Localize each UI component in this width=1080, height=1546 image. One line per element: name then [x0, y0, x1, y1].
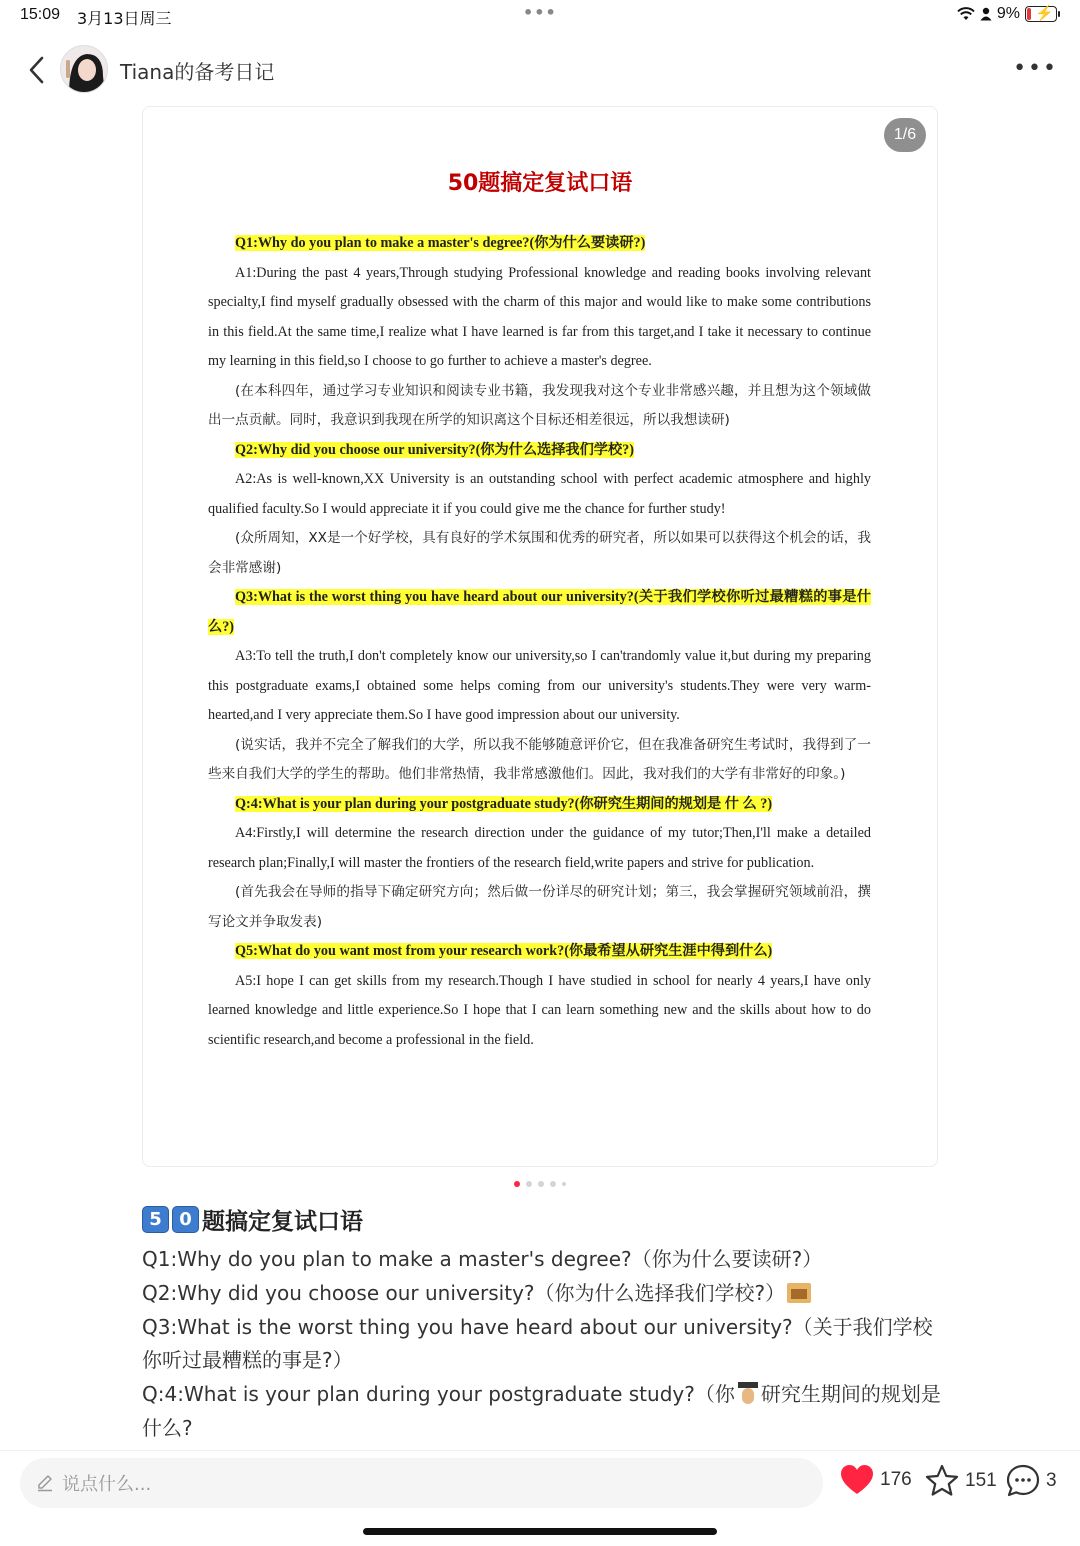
question-q2: Q2:Why did you choose our university?(你为什么选择我们学校?) — [235, 441, 634, 458]
like-count: 176 — [880, 1469, 912, 1490]
favorite-count: 151 — [965, 1470, 997, 1491]
post-title — [142, 1203, 363, 1236]
carousel-dot — [538, 1181, 544, 1187]
chat-bubble-icon — [1006, 1464, 1040, 1498]
heart-icon — [840, 1464, 874, 1496]
carousel-dot — [550, 1181, 556, 1187]
post-header — [0, 40, 1080, 100]
home-indicator[interactable] — [363, 1528, 717, 1535]
translation-a4: (首先我会在导师的指导下确定研究方向；然后做一份详尽的研究计划；第三，我会掌握研究领域前沿，撰写论文并争取发表) — [208, 884, 871, 930]
more-options-button[interactable]: ••• — [1013, 56, 1058, 81]
author-avatar[interactable] — [60, 45, 108, 93]
question-q4: Q:4:What is your plan during your postgraduate study?(你研究生期间的规划是 什 么 ?) — [235, 795, 773, 812]
star-icon — [925, 1464, 959, 1498]
wifi-icon — [957, 7, 975, 21]
back-button[interactable] — [18, 50, 54, 90]
answer-a1: A1:During the past 4 years,Through studying Professional knowledge and reading books involving relevant specialty,I find myself gradually obsessed with the charm of this major and would like to make some contributions in this field.At the same time,I realize what I have learned is far from this target,and I take it necessary to continue my learning in this field,so I choose to go further to achieve a master's degree. — [208, 264, 871, 369]
bottom-divider — [0, 1450, 1080, 1451]
pencil-icon — [36, 1474, 54, 1492]
post-line-q2: Q2:Why did you choose our university?（你为什么选择我们学校?） — [142, 1277, 942, 1311]
post-body — [142, 1243, 942, 1446]
translation-a2: (众所周知，XX是一个好学校，具有良好的学术氛围和优秀的研究者，所以如果可以获得这个机会的话，我会非常感谢) — [208, 530, 871, 576]
answer-a3: A3:To tell the truth,I don't completely know our university,so I can'trandomly value it,but during my preparing this postgraduate exams,I obtained some helps coming from our university's students.They were very warm-hearted,and I very appreciate them.So I have good impression about our university. — [208, 648, 871, 723]
carousel-dot — [526, 1181, 532, 1187]
carousel-dot — [514, 1181, 520, 1187]
comment-placeholder: 说点什么... — [62, 1474, 152, 1495]
comment-button[interactable] — [1006, 1464, 1057, 1498]
status-indicators — [957, 5, 1060, 23]
post-line-q3: Q3:What is the worst thing you have heard about our university?（关于我们学校你听过最糟糕的事是?） — [142, 1314, 933, 1373]
question-q5: Q5:What do you want most from your research work?(你最希望从研究生涯中得到什么) — [235, 943, 773, 959]
answer-a5: A5:I hope I can get skills from my research.Though I have studied in school for nearly 4 years,I have only learned knowledge and little experience.So I hope that I can learn something new and the skills about how to do scientific research,and become a professional in the field. — [208, 972, 871, 1048]
question-q3: Q3:What is the worst thing you have heard about our university?(关于我们学校你听过最糟糕的事是什么?) — [208, 589, 871, 635]
author-name[interactable]: Tiana的备考日记 — [120, 60, 275, 84]
answer-a2: A2:As is well-known,XX University is an outstanding school with perfect academic atmosphere and highly qualified faculty.So I would appreciate it if you could give me the chance for further study! — [208, 471, 871, 517]
carousel-indicator — [0, 1181, 1080, 1187]
keycap-digit: 0 — [172, 1206, 199, 1233]
image-page-indicator: 1/6 — [884, 118, 926, 152]
question-q1: Q1:Why do you plan to make a master's degree?(你为什么要读研?) — [235, 235, 646, 251]
battery-percent: 9% — [996, 5, 1020, 22]
comment-count: 3 — [1046, 1470, 1057, 1491]
favorite-button[interactable] — [925, 1464, 997, 1498]
graduate-emoji-icon — [738, 1381, 758, 1405]
post-line-q4: Q:4:What is your plan during your postgraduate study?（你 研究生期间的规划是什么? — [142, 1382, 941, 1440]
document-body — [208, 229, 871, 1055]
chevron-left-icon — [27, 56, 45, 84]
person-icon — [980, 7, 992, 21]
translation-a3: (说实话，我并不完全了解我们的大学，所以我不能够随意评价它，但在我准备研究生考试时，我得到了一些来自我们大学的学生的帮助。他们非常热情，我非常感激他们。因此，我对我们的大学有非常好的印象。) — [208, 736, 871, 782]
status-time: 15:09 — [20, 6, 61, 23]
translation-a1: (在本科四年，通过学习专业知识和阅读专业书籍，我发现我对这个专业非常感兴趣，并且想为这个领域做出一点贡献。同时，我意识到我现在所学的知识离这个目标还相差很远，所以我想读研) — [208, 382, 871, 428]
post-title-text: 题搞定复试口语 — [202, 1209, 363, 1235]
post-line-q1: Q1:Why do you plan to make a master's degree?（你为什么要读研?） — [142, 1247, 823, 1271]
status-bar — [0, 0, 1080, 34]
battery-icon: ⚡ — [1025, 6, 1057, 22]
document-title: 50题搞定复试口语 — [447, 171, 633, 196]
answer-a4: A4:Firstly,I will determine the research direction under the guidance of my tutor;Then,I'll make a detailed research plan;Finally,I will master the frontiers of the research field,write papers and strive for publication. — [208, 825, 871, 871]
comment-input[interactable] — [20, 1458, 823, 1508]
like-button[interactable] — [840, 1464, 912, 1496]
carousel-dot — [562, 1182, 566, 1186]
multitasking-dots-icon[interactable]: ••• — [523, 3, 557, 22]
status-date: 3月13日周三 — [77, 9, 172, 28]
keycap-digit: 5 — [142, 1206, 169, 1233]
school-emoji-icon — [787, 1283, 811, 1303]
